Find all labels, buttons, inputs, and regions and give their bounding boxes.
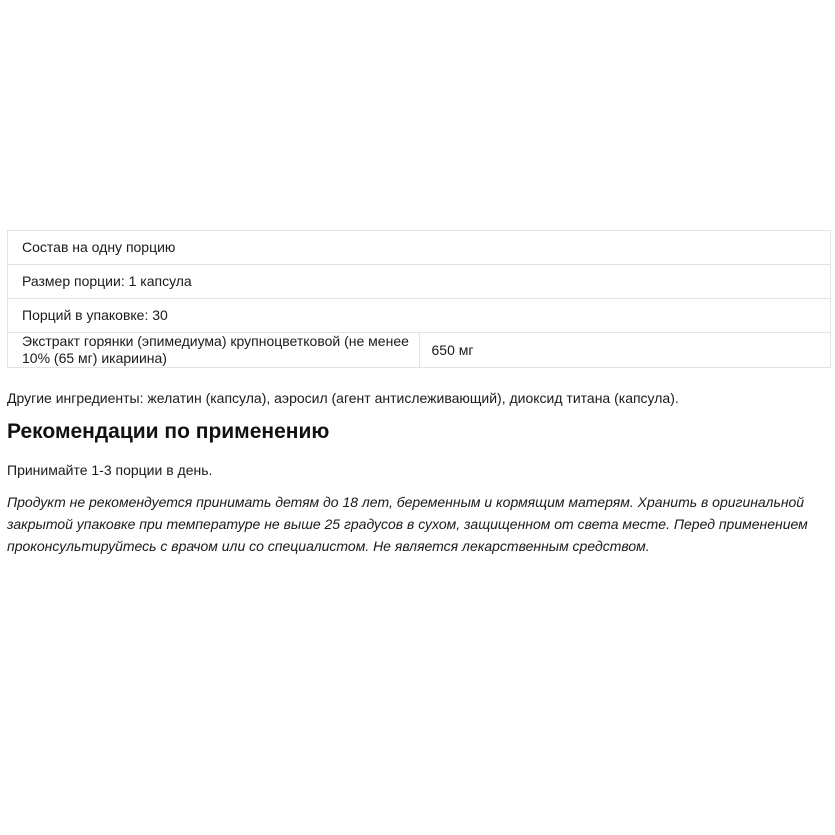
- serving-size: Размер порции: 1 капсула: [8, 265, 831, 299]
- other-ingredients: Другие ингредиенты: желатин (капсула), аэросил (агент антислеживающий), диоксид титана (капсула).: [7, 390, 679, 406]
- table-row: [8, 333, 831, 368]
- ingredient-amount: 650 мг: [419, 333, 831, 368]
- facts-header: Состав на одну порцию: [8, 231, 831, 265]
- table-row: [8, 265, 831, 299]
- usage-warning: Продукт не рекомендуется принимать детям до 18 лет, беременным и кормящим матерям. Хранить в оригинальной закрытой упаковке при температуре не выше 25 градусов в сухом, защищенном от света месте. Перед применением проконсультируйтесь с врачом или со специалистом. Не является лекарственным средством.: [7, 494, 808, 554]
- usage-heading: Рекомендации по применению: [7, 420, 330, 443]
- table-row: [8, 231, 831, 265]
- ingredient-name: Экстракт горянки (эпимедиума) крупноцветковой (не менее 10% (65 мг) икариина): [8, 333, 420, 368]
- product-description: [7, 230, 832, 557]
- servings-per-container: Порций в упаковке: 30: [8, 299, 831, 333]
- table-row: [8, 299, 831, 333]
- usage-dose: Принимайте 1-3 порции в день.: [7, 462, 213, 478]
- supplement-facts-table: [7, 230, 831, 368]
